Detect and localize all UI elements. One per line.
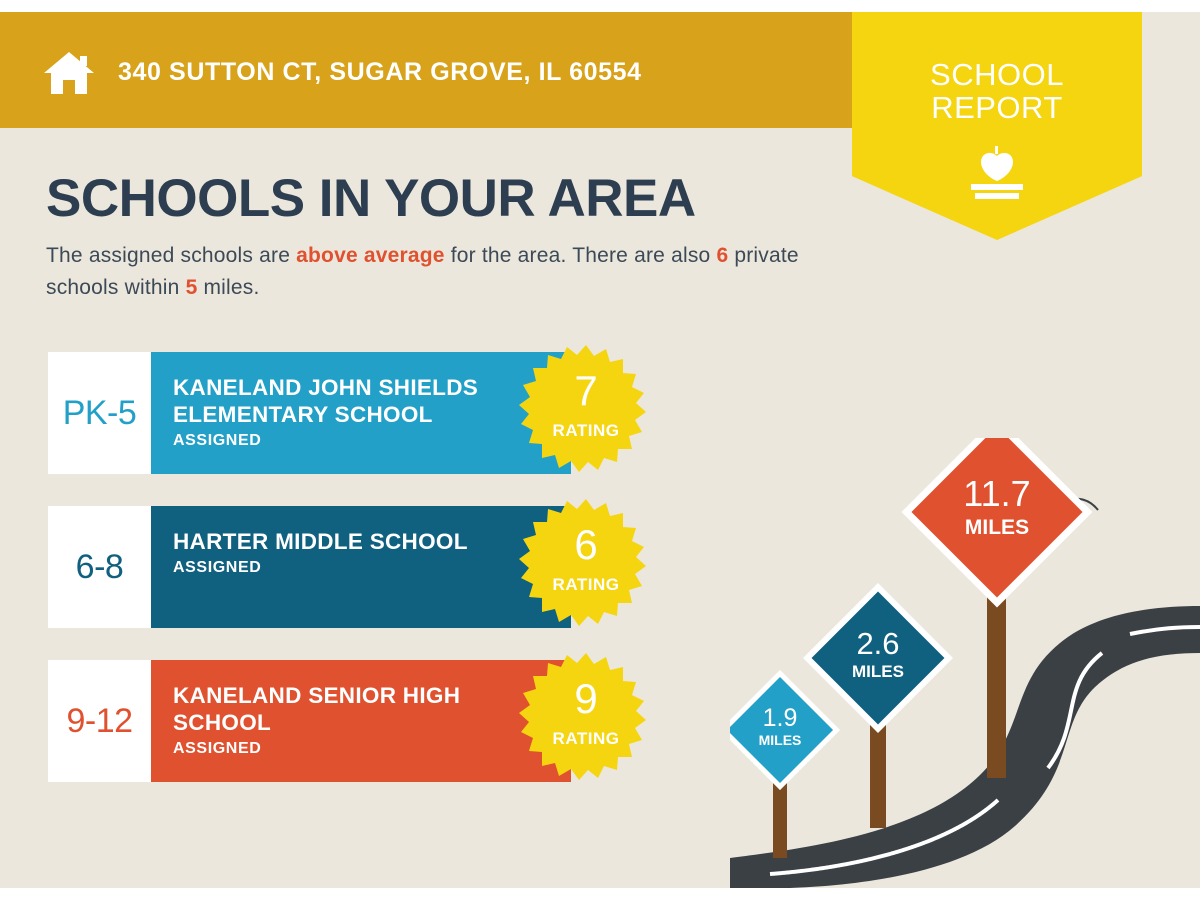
grade-range-label: 6-8 [75,547,124,586]
svg-text:2.6: 2.6 [856,626,900,661]
badge-title [852,58,1142,124]
school-row[interactable] [48,506,668,628]
distance-sign-small [730,673,837,786]
grade-range-label: 9-12 [66,701,133,740]
school-list [48,352,668,814]
rating-value: 6 [574,521,598,568]
school-row[interactable] [48,352,668,474]
apple-on-books-icon [957,142,1037,204]
infographic-canvas [0,12,1200,888]
grade-range-box [48,660,151,782]
school-info-bar [151,506,571,628]
school-info-bar [151,352,571,474]
rating-label: RATING [552,421,620,440]
subtitle-text-1: The assigned schools are [46,244,297,267]
svg-text:11.7: 11.7 [963,473,1031,514]
badge-title-line2: REPORT [931,90,1063,125]
subtitle-text-4: miles. [197,276,260,299]
rating-badge [516,343,656,483]
school-name: KANELAND SENIOR HIGH SCHOOL [173,683,461,735]
svg-text:1.9: 1.9 [762,704,798,732]
badge-shape [852,12,1142,240]
svg-text:MILES: MILES [964,516,1030,539]
road-distance-illustration [730,438,1200,888]
rating-badge [516,497,656,637]
distance-sign-medium [807,587,948,728]
school-status: ASSIGNED [173,432,262,449]
school-row[interactable] [48,660,668,782]
subtitle-text-2: for the area. There are also [444,244,717,267]
property-address: 340 SUTTON CT, SUGAR GROVE, IL 60554 [118,58,642,86]
svg-text:MILES: MILES [852,662,904,681]
subtitle-text-3: private schools within [46,244,799,299]
school-info-bar [151,660,571,782]
svg-text:MILES: MILES [758,732,802,748]
grade-range-box [48,506,151,628]
school-report-badge [852,12,1142,240]
school-status: ASSIGNED [173,559,262,576]
school-name: HARTER MIDDLE SCHOOL [173,529,468,554]
badge-title-line1: SCHOOL [930,57,1064,92]
subtitle-highlight-count: 6 [716,244,729,267]
address-header-bar [0,12,852,128]
rating-value: 9 [574,675,598,722]
rating-label: RATING [552,575,620,594]
grade-range-label: PK-5 [62,393,137,432]
rating-label: RATING [552,729,620,748]
grade-range-box [48,352,151,474]
subtitle-highlight-above-average: above average [296,244,445,267]
subtitle-highlight-miles: 5 [185,276,198,299]
home-icon [42,50,96,96]
school-status: ASSIGNED [173,740,262,757]
page-subtitle [46,240,846,304]
school-name: KANELAND JOHN SHIELDS ELEMENTARY SCHOOL [173,375,479,427]
rating-value: 7 [574,367,598,414]
rating-badge [516,651,656,791]
page-title: SCHOOLS IN YOUR AREA [46,169,696,228]
distance-sign-large [906,438,1087,603]
